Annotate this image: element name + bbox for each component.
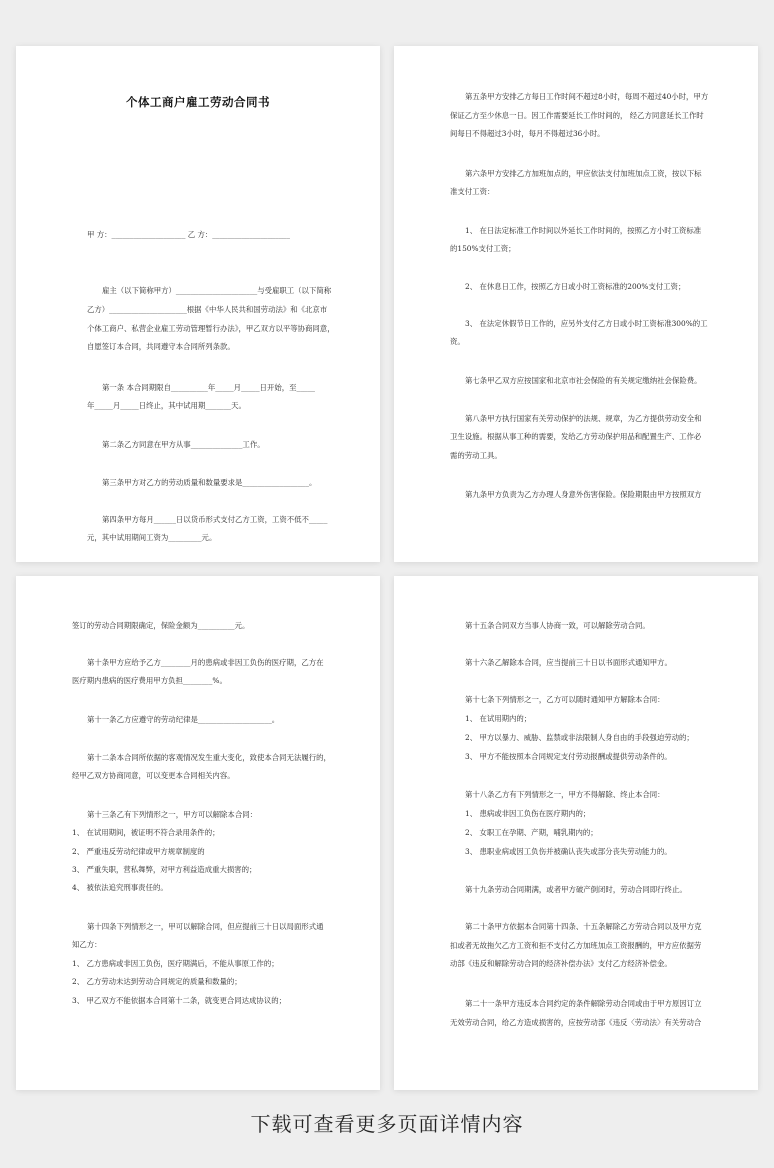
clause-16: 第十六条乙解除本合同，应当提前三十日以书面形式通知甲方。 xyxy=(465,658,672,667)
list-item: 1、 在试用期间，被证明不符合录用条件的； xyxy=(72,828,220,837)
clause-21: 第二十一条甲方违反本合同约定的条件解除劳动合同或由于甲方原因订立 xyxy=(465,999,702,1008)
clause-1: 第一条 本合同期限自__________年_____月_____日开始，至_____ xyxy=(102,383,315,392)
clause-5: 第五条甲方安排乙方每日工作时间不超过8小时，每周不超过40小时，甲方 xyxy=(465,92,709,101)
text-line: 的150%支付工资； xyxy=(450,244,516,253)
text-line: 保证乙方至少休息一日。因工作需要延长工作时间的， 经乙方同意延长工作时 xyxy=(450,111,704,120)
text-line: 年_____月_____日终止，其中试用期_______天。 xyxy=(87,401,246,410)
clause-12: 第十二条本合同所依据的客观情况发生重大变化，致使本合同无法履行的， xyxy=(87,753,331,762)
text-line: 间每日不得超过3小时，每月不得超过36小时。 xyxy=(450,129,605,138)
clause-10: 第十条甲方应给予乙方________月的患病或非因工负伤的医疗期，乙方在 xyxy=(87,658,324,667)
text-line: 扣或者无故拖欠乙方工资和拒不支付乙方加班加点工资报酬的，甲方应依据劳 xyxy=(450,941,702,950)
list-item: 1、 患病或非因工负伤在医疗期内的； xyxy=(465,809,591,818)
clause-18: 第十八条乙方有下列情形之一，甲方不得解除、终止本合同： xyxy=(465,790,665,799)
list-item: 3、 在法定休假节日工作的，应另外支付乙方日或小时工资标准300%的工 xyxy=(465,319,708,328)
list-item: 1、 在试用期内的； xyxy=(465,714,532,723)
clause-6: 第六条甲方安排乙方加班加点的，甲应依法支付加班加点工资，按以下标 xyxy=(465,169,702,178)
list-item: 2、 乙方劳动未达到劳动合同规定的质量和数量的； xyxy=(72,977,242,986)
contract-page-1 xyxy=(16,46,380,562)
clause-4: 第四条甲方每月______日以货币形式支付乙方工资，工资不低不_____ xyxy=(102,515,328,524)
list-item: 1、 在日法定标准工作时间以外延长工作时间的，按照乙方小时工资标准 xyxy=(465,226,702,235)
clause-20: 第二十条甲方依据本合同第十四条、十五条解除乙方劳动合同以及甲方克 xyxy=(465,922,702,931)
text-line: 医疗期内患病的医疗费用甲方负担________%。 xyxy=(72,676,227,685)
clause-19: 第十九条劳动合同期满，或者甲方破产倒闭时，劳动合同即行终止。 xyxy=(465,885,687,894)
text-line: 知乙方： xyxy=(72,940,102,949)
list-item: 2、 在休息日工作，按照乙方日或小时工资标准的200%支付工资； xyxy=(465,282,686,291)
list-item: 2、 甲方以暴力、威胁、监禁或非法限制人身自由的手段强迫劳动的； xyxy=(465,733,694,742)
download-more-caption[interactable]: 下载可查看更多页面详情内容 xyxy=(250,1112,524,1136)
text-line: 元，其中试用期间工资为_________元。 xyxy=(87,533,217,542)
text-line: 资。 xyxy=(450,337,465,346)
text-line: 准支付工资： xyxy=(450,187,495,196)
text-line: 个体工商户、私营企业雇工劳动管理暂行办法》，甲乙双方以平等协商同意， xyxy=(87,324,335,333)
text-line: 自愿签订本合同，共同遵守本合同所列条款。 xyxy=(87,342,235,351)
clause-8: 第八条甲方执行国家有关劳动保护的法规、规章，为乙方提供劳动安全和 xyxy=(465,414,702,423)
text-line: 动部《违反和解除劳动合同的经济补偿办法》支付乙方经济补偿金。 xyxy=(450,959,672,968)
clause-9: 第九条甲方负责为乙方办理人身意外伤害保险。保险期限由甲方按照双方 xyxy=(465,490,702,499)
list-item: 3、 甲乙双方不能依据本合同第十二条，就变更合同达成协议的； xyxy=(72,996,286,1005)
contract-page-4 xyxy=(394,576,758,1090)
text-line: 签订的劳动合同期限确定，保险金额为__________元。 xyxy=(72,621,250,630)
clause-7: 第七条甲乙双方应按国家和北京市社会保险的有关规定缴纳社会保险费。 xyxy=(465,376,702,385)
clause-15: 第十五条合同双方当事人协商一致，可以解除劳动合同。 xyxy=(465,621,650,630)
clause-3: 第三条甲方对乙方的劳动质量和数量要求是__________________。 xyxy=(102,478,317,487)
text-line: 需的劳动工具。 xyxy=(450,451,502,460)
contract-page-3 xyxy=(16,576,380,1090)
document-title: 个体工商户雇工劳动合同书 xyxy=(126,95,270,109)
text-line: 经甲乙双方协商同意，可以变更本合同相关内容。 xyxy=(72,771,235,780)
list-item: 2、 严重违反劳动纪律或甲方规章制度的 xyxy=(72,847,205,856)
clause-14: 第十四条下列情形之一，甲可以解除合同，但应提前三十日以局面形式通 xyxy=(87,922,324,931)
text-line: 卫生设施。根据从事工种的需要，发给乙方劳动保护用品和配置生产、工作必 xyxy=(450,432,702,441)
list-item: 1、 乙方患病或非因工负伤，医疗期满后，不能从事原工作的； xyxy=(72,959,279,968)
clause-2: 第二条乙方同意在甲方从事______________工作。 xyxy=(102,440,265,449)
text-line: 乙方）_____________________根据《中华人民共和国劳动法》和《北京市 xyxy=(87,305,328,314)
list-item: 2、 女职工在孕期、产期，哺乳期内的； xyxy=(465,828,598,837)
contract-page-2 xyxy=(394,46,758,562)
clause-17: 第十七条下列情形之一，乙方可以随时通知甲方解除本合同： xyxy=(465,695,665,704)
party-line: 甲 方：____________________ 乙 方：_____________________ xyxy=(87,230,290,239)
text-line: 雇主（以下简称甲方）______________________与受雇职工（以下简称 xyxy=(102,286,332,295)
clause-11: 第十一条乙方应遵守的劳动纪律是____________________。 xyxy=(87,715,280,724)
text-line: 无效劳动合同，给乙方造成损害的，应按劳动部《违反〈劳动法〉有关劳动合 xyxy=(450,1018,702,1027)
clause-13: 第十三条乙有下列情形之一，甲方可以解除本合同： xyxy=(87,810,257,819)
list-item: 3、 患职业病或因工负伤并被确认丧失或部分丧失劳动能力的。 xyxy=(465,847,672,856)
list-item: 3、 甲方不能按照本合同规定支付劳动报酬或提供劳动条件的。 xyxy=(465,752,672,761)
list-item: 4、 被依法追究刑事责任的。 xyxy=(72,883,168,892)
list-item: 3、 严重失职，营私舞弊，对甲方利益造成重大损害的； xyxy=(72,865,257,874)
